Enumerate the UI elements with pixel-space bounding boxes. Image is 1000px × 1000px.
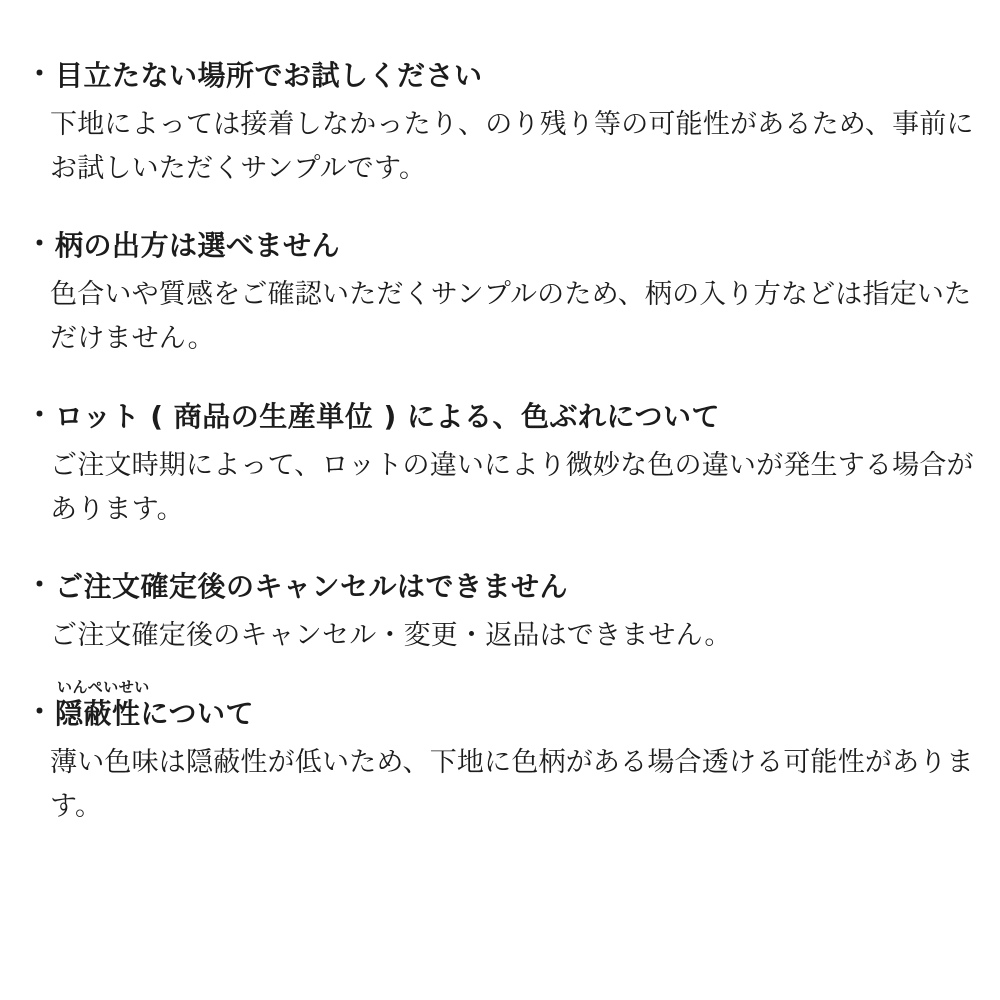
bullet-marker-icon: ・ — [26, 59, 53, 90]
notice-section-2 — [26, 228, 974, 360]
heading-wrap — [55, 58, 483, 93]
notice-heading-row — [26, 228, 974, 263]
bullet-marker-icon: ・ — [26, 229, 53, 261]
notice-heading: ご注文確定後のキャンセルはできません — [55, 570, 569, 604]
heading-wrap — [55, 678, 254, 731]
notice-body: ご注文時期によって、ロットの違いにより微妙な色の違いが発生する場合があります。 — [50, 449, 974, 525]
heading-wrap — [55, 399, 720, 434]
notice-section-3 — [26, 399, 974, 531]
notice-heading-row — [26, 399, 974, 434]
notice-body: 下地によっては接着しなかったり、のり残り等の可能性があるため、事前にお試しいただくサンプルです。 — [50, 109, 974, 184]
notice-heading-row — [26, 58, 974, 93]
bullet-marker-icon: ・ — [26, 697, 53, 729]
notice-section-4 — [26, 569, 974, 658]
notice-heading-row — [26, 678, 974, 731]
notice-section-5 — [26, 678, 974, 828]
notice-heading: 隠蔽性について — [55, 697, 254, 731]
heading-wrap — [55, 569, 568, 604]
notice-body: 薄い色味は隠蔽性が低いため、下地に色柄がある場合透ける可能性があります。 — [50, 747, 974, 822]
notice-heading-row — [26, 569, 974, 604]
bullet-marker-icon: ・ — [26, 399, 53, 431]
heading-wrap — [55, 228, 340, 263]
notice-heading: 目立たない場所でお試しください — [55, 59, 483, 92]
ruby-annotation: いんぺいせい — [57, 678, 150, 697]
notice-body: ご注文確定後のキャンセル・変更・返品はできません。 — [50, 620, 732, 652]
notice-heading: ロット ( 商品の生産単位 ) による、色ぶれについて — [55, 399, 720, 433]
bullet-marker-icon: ・ — [26, 570, 53, 602]
notice-heading: 柄の出方は選べません — [55, 229, 341, 263]
notice-section-1 — [26, 58, 974, 190]
notice-body: 色合いや質感をご確認いただくサンプルのため、柄の入り方などは指定いただけません。 — [50, 279, 972, 355]
